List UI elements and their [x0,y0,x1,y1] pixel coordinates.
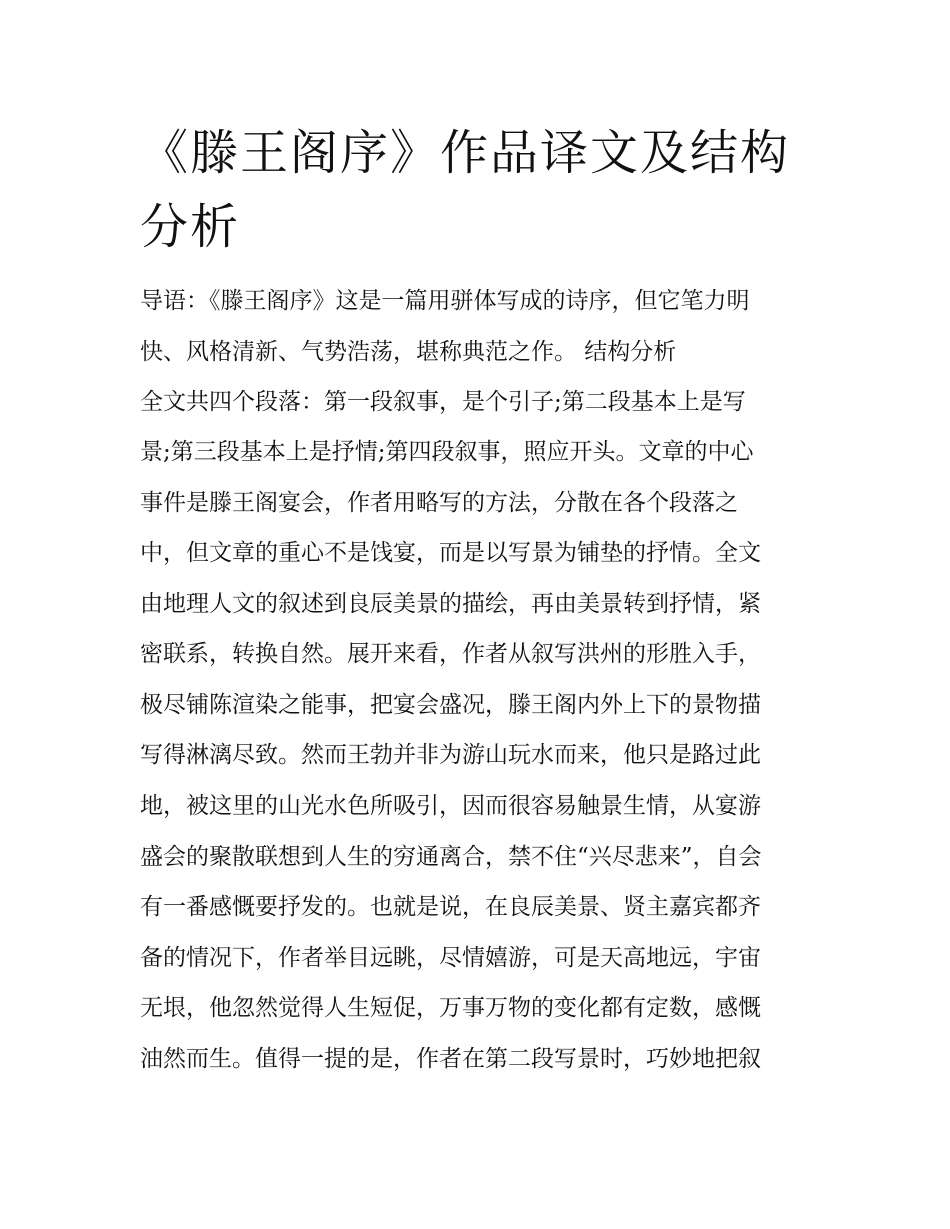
body-line: 事件是滕王阁宴会，作者用略写的方法，分散在各个段落之 [140,490,738,516]
body-line: 有一番感慨要抒发的。也就是说，在良辰美景、贤主嘉宾都齐 [140,894,761,920]
body-line: 导语：《滕王阁序》这是一篇用骈体写成的诗序，但它笔力明 [140,288,750,314]
body-line: 快、风格清新、气势浩荡，堪称典范之作。 结构分析 [140,339,677,365]
body-line: 盛会的聚散联想到人生的穷通离合，禁不住“兴尽悲来”，自会 [140,844,762,870]
body-line: 备的情况下，作者举目远眺，尽情嬉游，可是天高地远，宇宙 [140,945,761,971]
body-line: 密联系，转换自然。展开来看，作者从叙写洪州的形胜入手， [140,641,761,667]
body-line: 景;第三段基本上是抒情;第四段叙事，照应开头。文章的中心 [140,439,754,465]
body-line: 油然而生。值得一提的是，作者在第二段写景时，巧妙地把叙 [140,1046,761,1072]
body-line: 无垠，他忽然觉得人生短促，万事万物的变化都有定数，感慨 [140,995,761,1021]
body-line: 写得淋漓尽致。然而王勃并非为游山玩水而来，他只是路过此 [140,742,761,768]
body-line: 中，但文章的重心不是饯宴，而是以写景为铺垫的抒情。全文 [140,540,761,566]
document-title: 《滕王阁序》作品译文及结构分析 [140,125,791,255]
body-line: 由地理人文的叙述到良辰美景的描绘，再由美景转到抒情，紧 [140,591,761,617]
body-line: 地，被这里的山光水色所吸引，因而很容易触景生情，从宴游 [140,793,761,819]
body-line: 极尽铺陈渲染之能事，把宴会盛况，滕王阁内外上下的景物描 [140,692,761,718]
body-line: 全文共四个段落：第一段叙事，是个引子;第二段基本上是写 [140,389,746,415]
